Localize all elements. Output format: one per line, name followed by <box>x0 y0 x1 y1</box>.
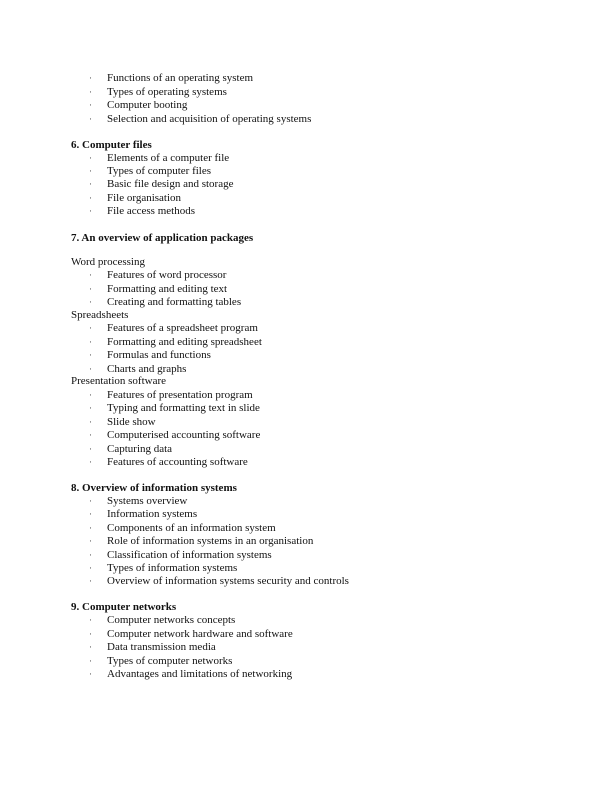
bullet-icon: · <box>89 496 92 506</box>
bullet-icon: · <box>89 206 92 216</box>
list-item-text: Computer booting <box>107 99 188 111</box>
section-heading: 7. An overview of application packages <box>71 232 254 244</box>
bullet-icon: · <box>89 350 92 360</box>
bullet-icon: · <box>89 669 92 679</box>
bullet-icon: · <box>89 323 92 333</box>
bullet-icon: · <box>89 87 92 97</box>
bullet-icon: · <box>89 430 92 440</box>
list-item-text: Information systems <box>107 508 198 520</box>
list-item-text: Typing and formatting text in slide <box>107 402 260 414</box>
list-item-text: Features of accounting software <box>107 456 248 468</box>
subsection-title: Presentation software <box>71 375 166 387</box>
list-item-text: Role of information systems in an organisation <box>107 535 314 547</box>
list-item-text: Capturing data <box>107 443 173 455</box>
subsection-title: Word processing <box>71 256 145 268</box>
bullet-icon: · <box>89 417 92 427</box>
bullet-icon: · <box>89 179 92 189</box>
list-item-text: Advantages and limitations of networking <box>107 668 293 680</box>
list-item-text: Computer network hardware and software <box>107 628 293 640</box>
list-item-text: Features of word processor <box>107 269 227 281</box>
bullet-icon: · <box>89 100 92 110</box>
bullet-icon: · <box>89 166 92 176</box>
bullet-icon: · <box>89 629 92 639</box>
bullet-icon: · <box>89 73 92 83</box>
bullet-icon: · <box>89 536 92 546</box>
bullet-icon: · <box>89 563 92 573</box>
subsection-title: Spreadsheets <box>71 309 129 321</box>
section-heading: 8. Overview of information systems <box>71 482 237 494</box>
list-item-text: Computerised accounting software <box>107 429 261 441</box>
bullet-icon: · <box>89 114 92 124</box>
list-item-text: Features of a spreadsheet program <box>107 322 258 334</box>
bullet-icon: · <box>89 615 92 625</box>
bullet-icon: · <box>89 337 92 347</box>
list-item-text: Components of an information system <box>107 522 276 534</box>
list-item-text: Creating and formatting tables <box>107 296 242 308</box>
list-item-text: Selection and acquisition of operating systems <box>107 113 312 125</box>
list-item-text: Charts and graphs <box>107 363 187 375</box>
list-item-text: Types of information systems <box>107 562 238 574</box>
list-item-text: Types of computer files <box>107 165 212 177</box>
list-item-text: Features of presentation program <box>107 389 253 401</box>
list-item-text: Formatting and editing spreadsheet <box>107 336 262 348</box>
bullet-icon: · <box>89 444 92 454</box>
list-item-text: Formatting and editing text <box>107 283 228 295</box>
bullet-icon: · <box>89 509 92 519</box>
list-item-text: File access methods <box>107 205 195 217</box>
list-item-text: Data transmission media <box>107 641 216 653</box>
bullet-icon: · <box>89 457 92 467</box>
bullet-icon: · <box>89 284 92 294</box>
section-heading: 6. Computer files <box>71 139 152 151</box>
list-item-text: Overview of information systems security and controls <box>107 575 349 587</box>
list-item-text: Types of operating systems <box>107 86 227 98</box>
list-item-text: Computer networks concepts <box>107 614 236 626</box>
bullet-icon: · <box>89 193 92 203</box>
bullet-icon: · <box>89 403 92 413</box>
list-item-text: Slide show <box>107 416 156 428</box>
bullet-icon: · <box>89 270 92 280</box>
bullet-icon: · <box>89 523 92 533</box>
section-heading: 9. Computer networks <box>71 601 177 613</box>
bullet-icon: · <box>89 656 92 666</box>
bullet-icon: · <box>89 297 92 307</box>
bullet-icon: · <box>89 153 92 163</box>
list-item-text: File organisation <box>107 192 182 204</box>
list-item-text: Types of computer networks <box>107 655 233 667</box>
bullet-icon: · <box>89 390 92 400</box>
list-item-text: Functions of an operating system <box>107 72 254 84</box>
bullet-icon: · <box>89 576 92 586</box>
list-item-text: Systems overview <box>107 495 188 507</box>
list-item-text: Classification of information systems <box>107 549 272 561</box>
bullet-icon: · <box>89 550 92 560</box>
bullet-icon: · <box>89 364 92 374</box>
list-item-text: Elements of a computer file <box>107 152 230 164</box>
bullet-icon: · <box>89 642 92 652</box>
list-item-text: Formulas and functions <box>107 349 211 361</box>
list-item-text: Basic file design and storage <box>107 178 234 190</box>
